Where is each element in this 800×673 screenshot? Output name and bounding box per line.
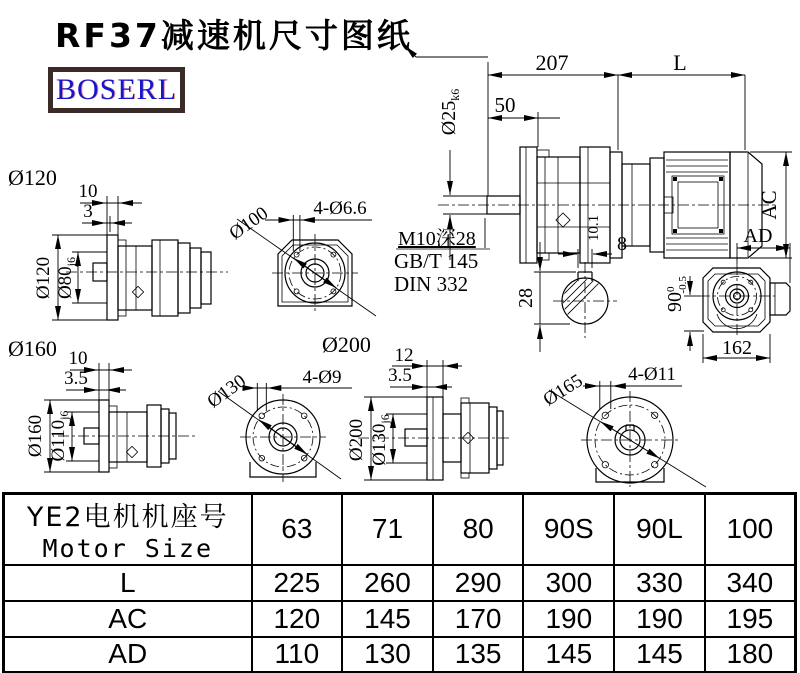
size-col-63: 63 <box>252 494 343 565</box>
brand-logo <box>48 67 185 113</box>
AD-71: 130 <box>342 637 433 673</box>
mf-dim-90: $90^0-0.5$ <box>664 276 689 312</box>
flange-120-side-view <box>8 165 228 320</box>
AD-90L: 145 <box>614 637 705 673</box>
terminal-box <box>770 283 790 315</box>
dim-shaft-dia: $Ø25_{k6}$ <box>438 88 462 136</box>
f200-dim-35: 3.5 <box>388 365 412 386</box>
AC-71: 145 <box>342 601 433 637</box>
size-col-100: 100 <box>705 494 796 565</box>
flange-165-face-view <box>540 364 706 487</box>
page-title: RF37减速机尺寸图纸 <box>55 16 413 55</box>
header-en: Motor Size <box>42 534 213 564</box>
shaft-keyway-section <box>494 233 627 352</box>
f120-dia-spigot: $Ø80_{j6}$ <box>55 256 78 300</box>
motor-size-table <box>2 492 797 673</box>
note-tap: M10深28 <box>398 228 476 250</box>
L-90S: 300 <box>523 565 614 601</box>
dimension-table-wrap <box>2 492 797 671</box>
AC-80: 170 <box>433 601 524 637</box>
note-gb: GB/T 145 <box>394 249 479 273</box>
L-100: 340 <box>705 565 796 601</box>
size-col-90S: 90S <box>523 494 614 565</box>
f160-dia-spigot: $Ø110_{j6}$ <box>48 410 71 462</box>
brand-logo-text: BOSERL <box>55 73 178 106</box>
AC-100: 195 <box>705 601 796 637</box>
f120-label: Ø120 <box>8 165 57 190</box>
dim-10-1: 10.1 <box>586 214 602 242</box>
b100-bolt-circle: Ø100 <box>225 202 273 245</box>
f160-label: Ø160 <box>8 336 57 361</box>
motor-face-view <box>664 225 790 363</box>
AC-90L: 190 <box>614 601 705 637</box>
header-motor-size <box>4 494 252 565</box>
L-63: 225 <box>252 565 343 601</box>
note-din: DIN 332 <box>394 272 469 296</box>
f120-dim-3: 3 <box>83 201 93 222</box>
f200-dim-12: 12 <box>394 345 414 366</box>
AD-90S: 145 <box>523 637 614 673</box>
size-col-71: 71 <box>342 494 433 565</box>
f160-dim-35: 3.5 <box>64 368 88 389</box>
size-col-80: 80 <box>433 494 524 565</box>
table-row-L <box>4 565 796 601</box>
L-71: 260 <box>342 565 433 601</box>
AC-63: 120 <box>252 601 343 637</box>
sec-dim-28: 28 <box>515 288 537 308</box>
AD-63: 110 <box>252 637 343 673</box>
row-label-AD: AD <box>4 637 252 673</box>
f120-dim-10: 10 <box>78 181 98 202</box>
flange-100-face-view <box>226 198 376 316</box>
row-label-AC: AC <box>4 601 252 637</box>
mf-dim-162: 162 <box>722 337 752 359</box>
b100-holes: 4-Ø6.6 <box>313 198 367 219</box>
dim-L: L <box>673 50 687 75</box>
b165-holes: 4-Ø11 <box>628 364 676 385</box>
dim-207: 207 <box>535 50 569 75</box>
AC-90S: 190 <box>523 601 614 637</box>
b130-label: Ø200 <box>322 332 371 357</box>
mf-dim-AD: AD <box>743 225 773 247</box>
dim-50: 50 <box>494 93 516 117</box>
f120-dia-outer: Ø120 <box>33 256 54 300</box>
row-label-L: L <box>4 565 252 601</box>
f160-dia-outer: Ø160 <box>25 414 46 458</box>
sec-dim-8: 8 <box>617 233 627 255</box>
L-90L: 330 <box>614 565 705 601</box>
table-row-AD <box>4 637 796 673</box>
header-cn: YE2电机机座号 <box>26 502 229 534</box>
f200-dia-outer: Ø200 <box>346 418 367 462</box>
b130-holes: 4-Ø9 <box>302 367 342 388</box>
table-header-row <box>4 494 796 565</box>
main-assembly-view <box>394 46 792 296</box>
flange-200-side-view <box>346 345 512 480</box>
f160-dim-10: 10 <box>68 348 88 369</box>
b165-bolt-circle: Ø165 <box>539 370 587 411</box>
AD-80: 135 <box>433 637 524 673</box>
size-col-90L: 90L <box>614 494 705 565</box>
b130-bolt-circle: Ø130 <box>203 370 251 413</box>
flange-160-side-view <box>8 336 195 472</box>
table-row-AC <box>4 601 796 637</box>
dim-AC: AC <box>757 190 781 220</box>
L-80: 290 <box>433 565 524 601</box>
AD-100: 180 <box>705 637 796 673</box>
f200-dia-spigot: $Ø130_{j6}$ <box>369 414 392 466</box>
